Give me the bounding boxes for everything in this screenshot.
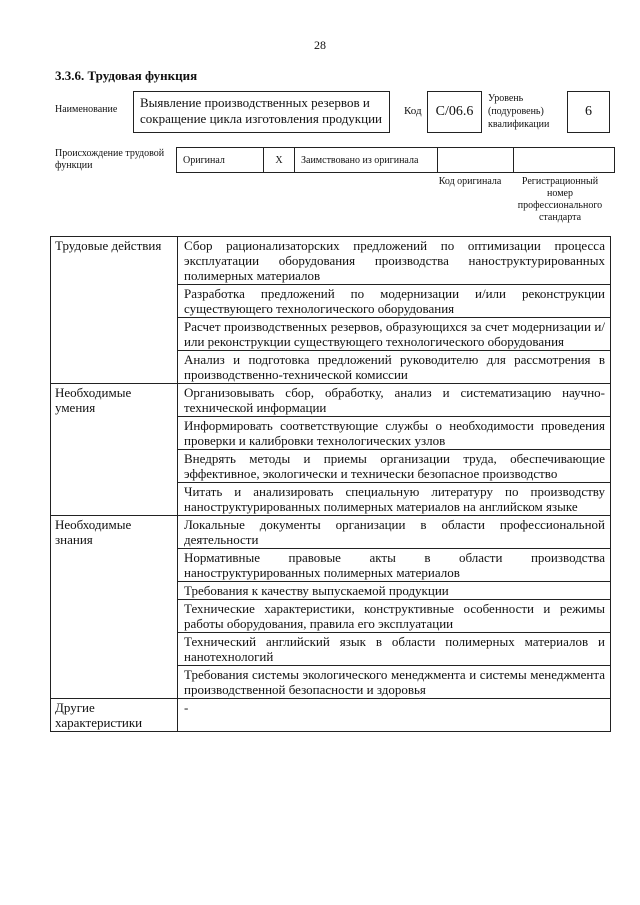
origin-borrowed-cell: Заимствовано из оригинала <box>295 148 438 173</box>
section-title: 3.3.6. Трудовая функция <box>55 68 198 83</box>
item-cell: Сбор рационализаторских предложений по оптимизации процесса эксплуатации оборудования производства наноструктурированных полимерных материалов <box>178 237 611 285</box>
labor-function-table <box>50 236 611 732</box>
function-name-value: Выявление производственных резервов и сокращение цикла изготовления продукции <box>133 91 390 133</box>
qualification-level-value: 6 <box>567 91 610 133</box>
item-cell: Информировать соответствующие службы о необходимости проведения проверки и калибровки технологических узлов <box>178 417 611 450</box>
reg-number-label: Регистрационный номер профессионального стандарта <box>517 176 603 223</box>
item-cell: Внедрять методы и приемы организации труда, обеспечивающие эффективное, экологически и технически безопасное производство <box>178 450 611 483</box>
item-cell: - <box>178 699 611 732</box>
origin-label: Происхождение трудовой функции <box>55 148 165 171</box>
reg-number-cell <box>514 148 615 173</box>
code-original-cell <box>438 148 514 173</box>
item-cell: Организовывать сбор, обработку, анализ и систематизацию научно-технической информации <box>178 384 611 417</box>
category-cell: Необходимые знания <box>51 516 178 699</box>
table-row <box>51 384 611 417</box>
table-row <box>51 699 611 732</box>
category-cell: Необходимые умения <box>51 384 178 516</box>
item-cell: Расчет производственных резервов, образующихся за счет модернизации и/или реконструкции существующего технологического оборудования <box>178 318 611 351</box>
table-row <box>51 237 611 285</box>
origin-table <box>176 147 615 173</box>
qualification-level-label: Уровень (подуровень) квалификации <box>488 93 550 130</box>
item-cell: Требования системы экологического менеджмента и системы менеджмента производственной безопасности и здоровья <box>178 666 611 699</box>
code-original-label: Код оригинала <box>438 176 502 187</box>
code-label: Код <box>404 105 422 117</box>
table-row <box>51 516 611 549</box>
page-number: 28 <box>314 38 326 52</box>
category-cell: Другие характеристики <box>51 699 178 732</box>
item-cell: Анализ и подготовка предложений руководителю для рассмотрения в производственно-технической комиссии <box>178 351 611 384</box>
name-label: Наименование <box>55 104 118 115</box>
item-cell: Разработка предложений по модернизации и/или реконструкции существующего технологического оборудования <box>178 285 611 318</box>
code-value: С/06.6 <box>427 91 482 133</box>
origin-mark: Х <box>264 148 295 173</box>
origin-original-cell: Оригинал <box>177 148 264 173</box>
item-cell: Технический английский язык в области полимерных материалов и нанотехнологий <box>178 633 611 666</box>
item-cell: Локальные документы организации в области профессиональной деятельности <box>178 516 611 549</box>
category-cell: Трудовые действия <box>51 237 178 384</box>
item-cell: Требования к качеству выпускаемой продукции <box>178 582 611 600</box>
item-cell: Читать и анализировать специальную литературу по производству наноструктурированных полимерных материалов на английском языке <box>178 483 611 516</box>
item-cell: Нормативные правовые акты в области производства наноструктурированных полимерных материалов <box>178 549 611 582</box>
item-cell: Технические характеристики, конструктивные особенности и режимы работы оборудования, правила его эксплуатации <box>178 600 611 633</box>
